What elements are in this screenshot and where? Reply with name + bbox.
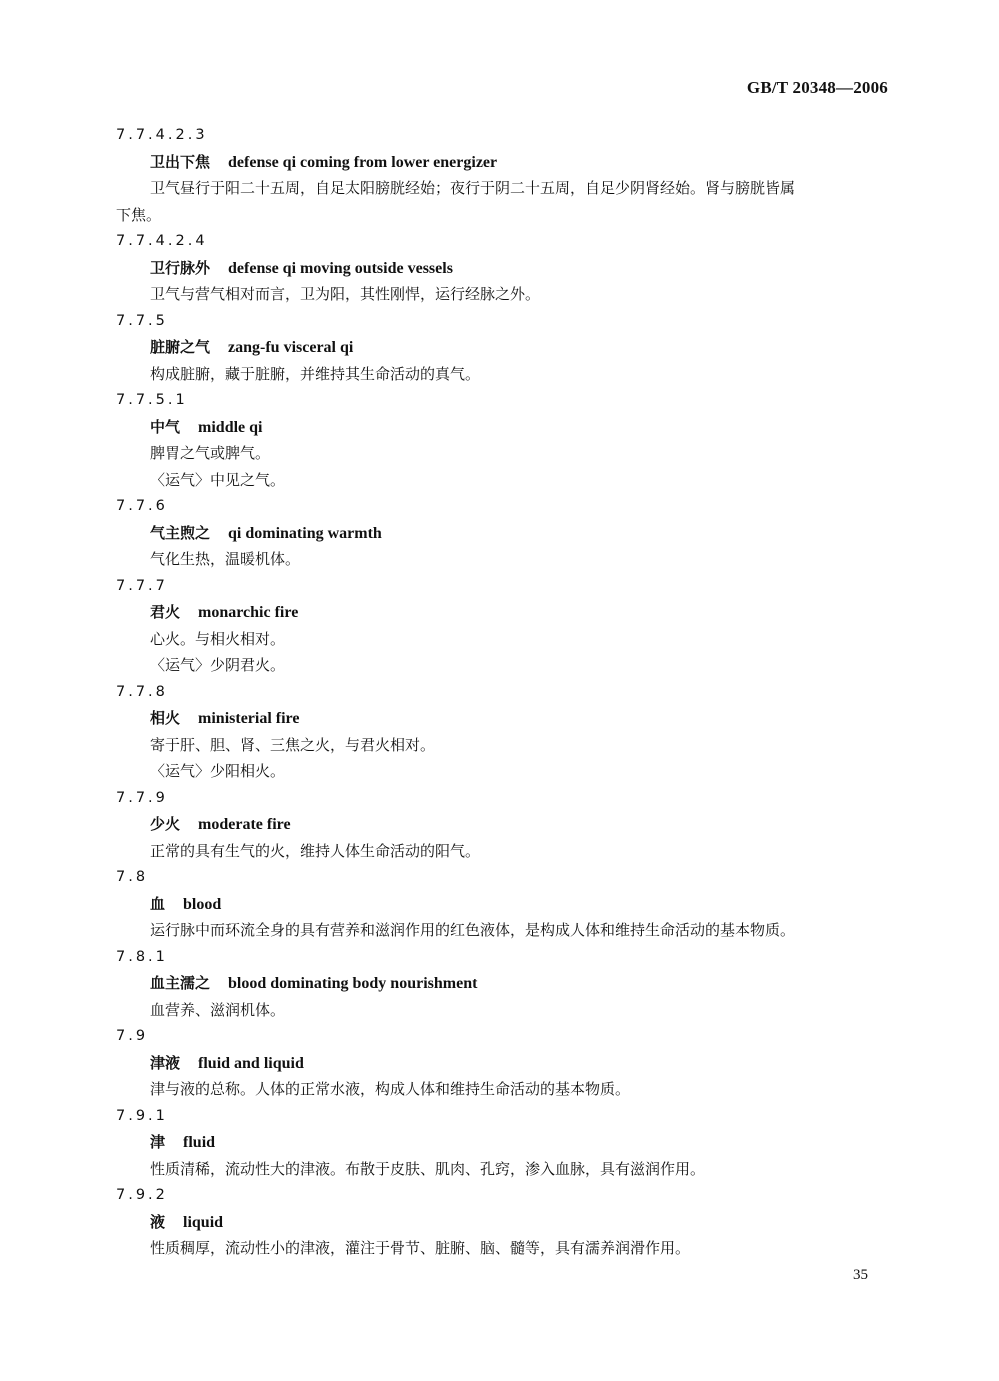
clause-number: 7.8.1 — [116, 948, 168, 965]
term-heading — [150, 599, 999, 626]
term-heading — [150, 1209, 999, 1236]
definition-text: 运行脉中而环流全身的具有营养和滋润作用的红色液体，是构成人体和维持生命活动的基本物质。 — [150, 921, 796, 939]
term-heading — [150, 255, 999, 282]
term-chinese: 液 — [150, 1212, 166, 1231]
term-heading — [150, 811, 999, 838]
term-entry — [0, 387, 999, 493]
term-heading — [150, 414, 999, 441]
definition-text: 脾胃之气或脾气。 — [150, 444, 271, 462]
definition-text: 下焦。 — [116, 205, 162, 224]
term-entry — [0, 1182, 999, 1262]
term-heading — [150, 891, 999, 918]
clause-number: 7.8 — [116, 869, 149, 885]
definition-text: 心火。与相火相对。 — [150, 629, 286, 648]
definition-text: 〈运气〉中见之气。 — [150, 470, 286, 489]
term-entry — [0, 864, 999, 944]
definition-text: 寄于肝、胆、肾、三焦之火，与君火相对。 — [150, 735, 436, 754]
term-chinese: 津 — [150, 1133, 166, 1151]
term-chinese: 卫行脉外 — [150, 258, 211, 277]
term-chinese: 卫出下焦 — [150, 152, 211, 171]
clause-number: 7.7.4.2.3 — [116, 127, 208, 143]
definition-text: 卫气与营气相对而言，卫为阳，其性刚悍，运行经脉之外。 — [150, 285, 541, 303]
term-heading — [150, 149, 999, 176]
term-english: liquid — [183, 1213, 224, 1231]
term-english: ministerial fire — [198, 710, 300, 727]
clause-number: 7.7.6 — [116, 498, 168, 514]
definition-text: 正常的具有生气的火，维持人体生命活动的阳气。 — [150, 841, 481, 860]
definition-text: 〈运气〉少阴君火。 — [150, 656, 286, 674]
term-heading — [150, 1050, 999, 1077]
term-english: blood — [183, 895, 222, 913]
term-chinese: 君火 — [150, 603, 181, 621]
term-english: fluid — [183, 1134, 216, 1151]
term-chinese: 血主濡之 — [150, 974, 211, 992]
clause-number: 7.7.7 — [116, 577, 168, 594]
term-entry — [0, 573, 999, 679]
definition-text: 气化生热，温暖机体。 — [150, 550, 301, 568]
definition-text: 津与液的总称。人体的正常水液，构成人体和维持生命活动的基本物质。 — [150, 1080, 631, 1098]
term-entry — [0, 493, 999, 573]
term-english: monarchic fire — [198, 604, 299, 621]
definition-text: 卫气昼行于阳二十五周，自足太阳膀胱经始；夜行于阴二十五周，自足少阴肾经始。肾与膀胱皆属 — [150, 179, 796, 197]
term-chinese: 相火 — [150, 709, 181, 727]
clause-number: 7.9.2 — [116, 1187, 168, 1203]
term-english: zang-fu visceral qi — [228, 339, 354, 356]
definition-text: 构成脏腑，藏于脏腑，并维持其生命活动的真气。 — [150, 364, 481, 383]
term-chinese: 津液 — [150, 1053, 181, 1072]
term-heading — [150, 334, 999, 361]
term-english: moderate fire — [198, 816, 291, 833]
definition-text: 性质稠厚，流动性小的津液，灌注于骨节、脏腑、脑、髓等，具有濡养润滑作用。 — [150, 1239, 691, 1257]
term-entry — [0, 944, 999, 1024]
term-entry — [0, 1103, 999, 1183]
term-heading — [150, 970, 999, 997]
clause-number: 7.9 — [116, 1028, 149, 1044]
term-english: middle qi — [198, 418, 263, 436]
definition-text: 〈运气〉少阳相火。 — [150, 762, 286, 780]
clause-number: 7.7.9 — [116, 789, 168, 806]
clause-number: 7.7.5 — [116, 312, 168, 329]
term-chinese: 少火 — [150, 815, 181, 833]
definition-text: 血营养、滋润机体。 — [150, 1000, 286, 1019]
term-chinese: 中气 — [150, 417, 181, 436]
term-entry — [0, 308, 999, 388]
term-heading — [150, 705, 999, 732]
standard-code: GB/T 20348—2006 — [746, 78, 888, 97]
term-english: blood dominating body nourishment — [228, 975, 478, 992]
term-entry — [0, 679, 999, 785]
term-heading — [150, 520, 999, 547]
page-number: 35 — [853, 1267, 868, 1283]
term-chinese: 气主煦之 — [150, 523, 211, 542]
clause-number: 7.9.1 — [116, 1107, 168, 1124]
term-chinese: 血 — [150, 894, 166, 913]
term-english: fluid and liquid — [198, 1054, 304, 1072]
term-english: defense qi coming from lower energizer — [228, 153, 498, 171]
definition-text: 性质清稀，流动性大的津液。布散于皮肤、肌肉、孔窍，渗入血脉，具有滋润作用。 — [150, 1159, 706, 1178]
entry-list — [0, 122, 999, 1262]
term-entry — [0, 785, 999, 865]
term-english: qi dominating warmth — [228, 524, 382, 542]
clause-number: 7.7.5.1 — [116, 392, 188, 408]
clause-number: 7.7.8 — [116, 683, 168, 700]
term-entry — [0, 228, 999, 308]
clause-number: 7.7.4.2.4 — [116, 233, 208, 249]
term-chinese: 脏腑之气 — [150, 338, 211, 356]
term-english: defense qi moving outside vessels — [228, 259, 453, 277]
term-entry — [0, 122, 999, 228]
term-entry — [0, 1023, 999, 1103]
term-heading — [150, 1129, 999, 1156]
